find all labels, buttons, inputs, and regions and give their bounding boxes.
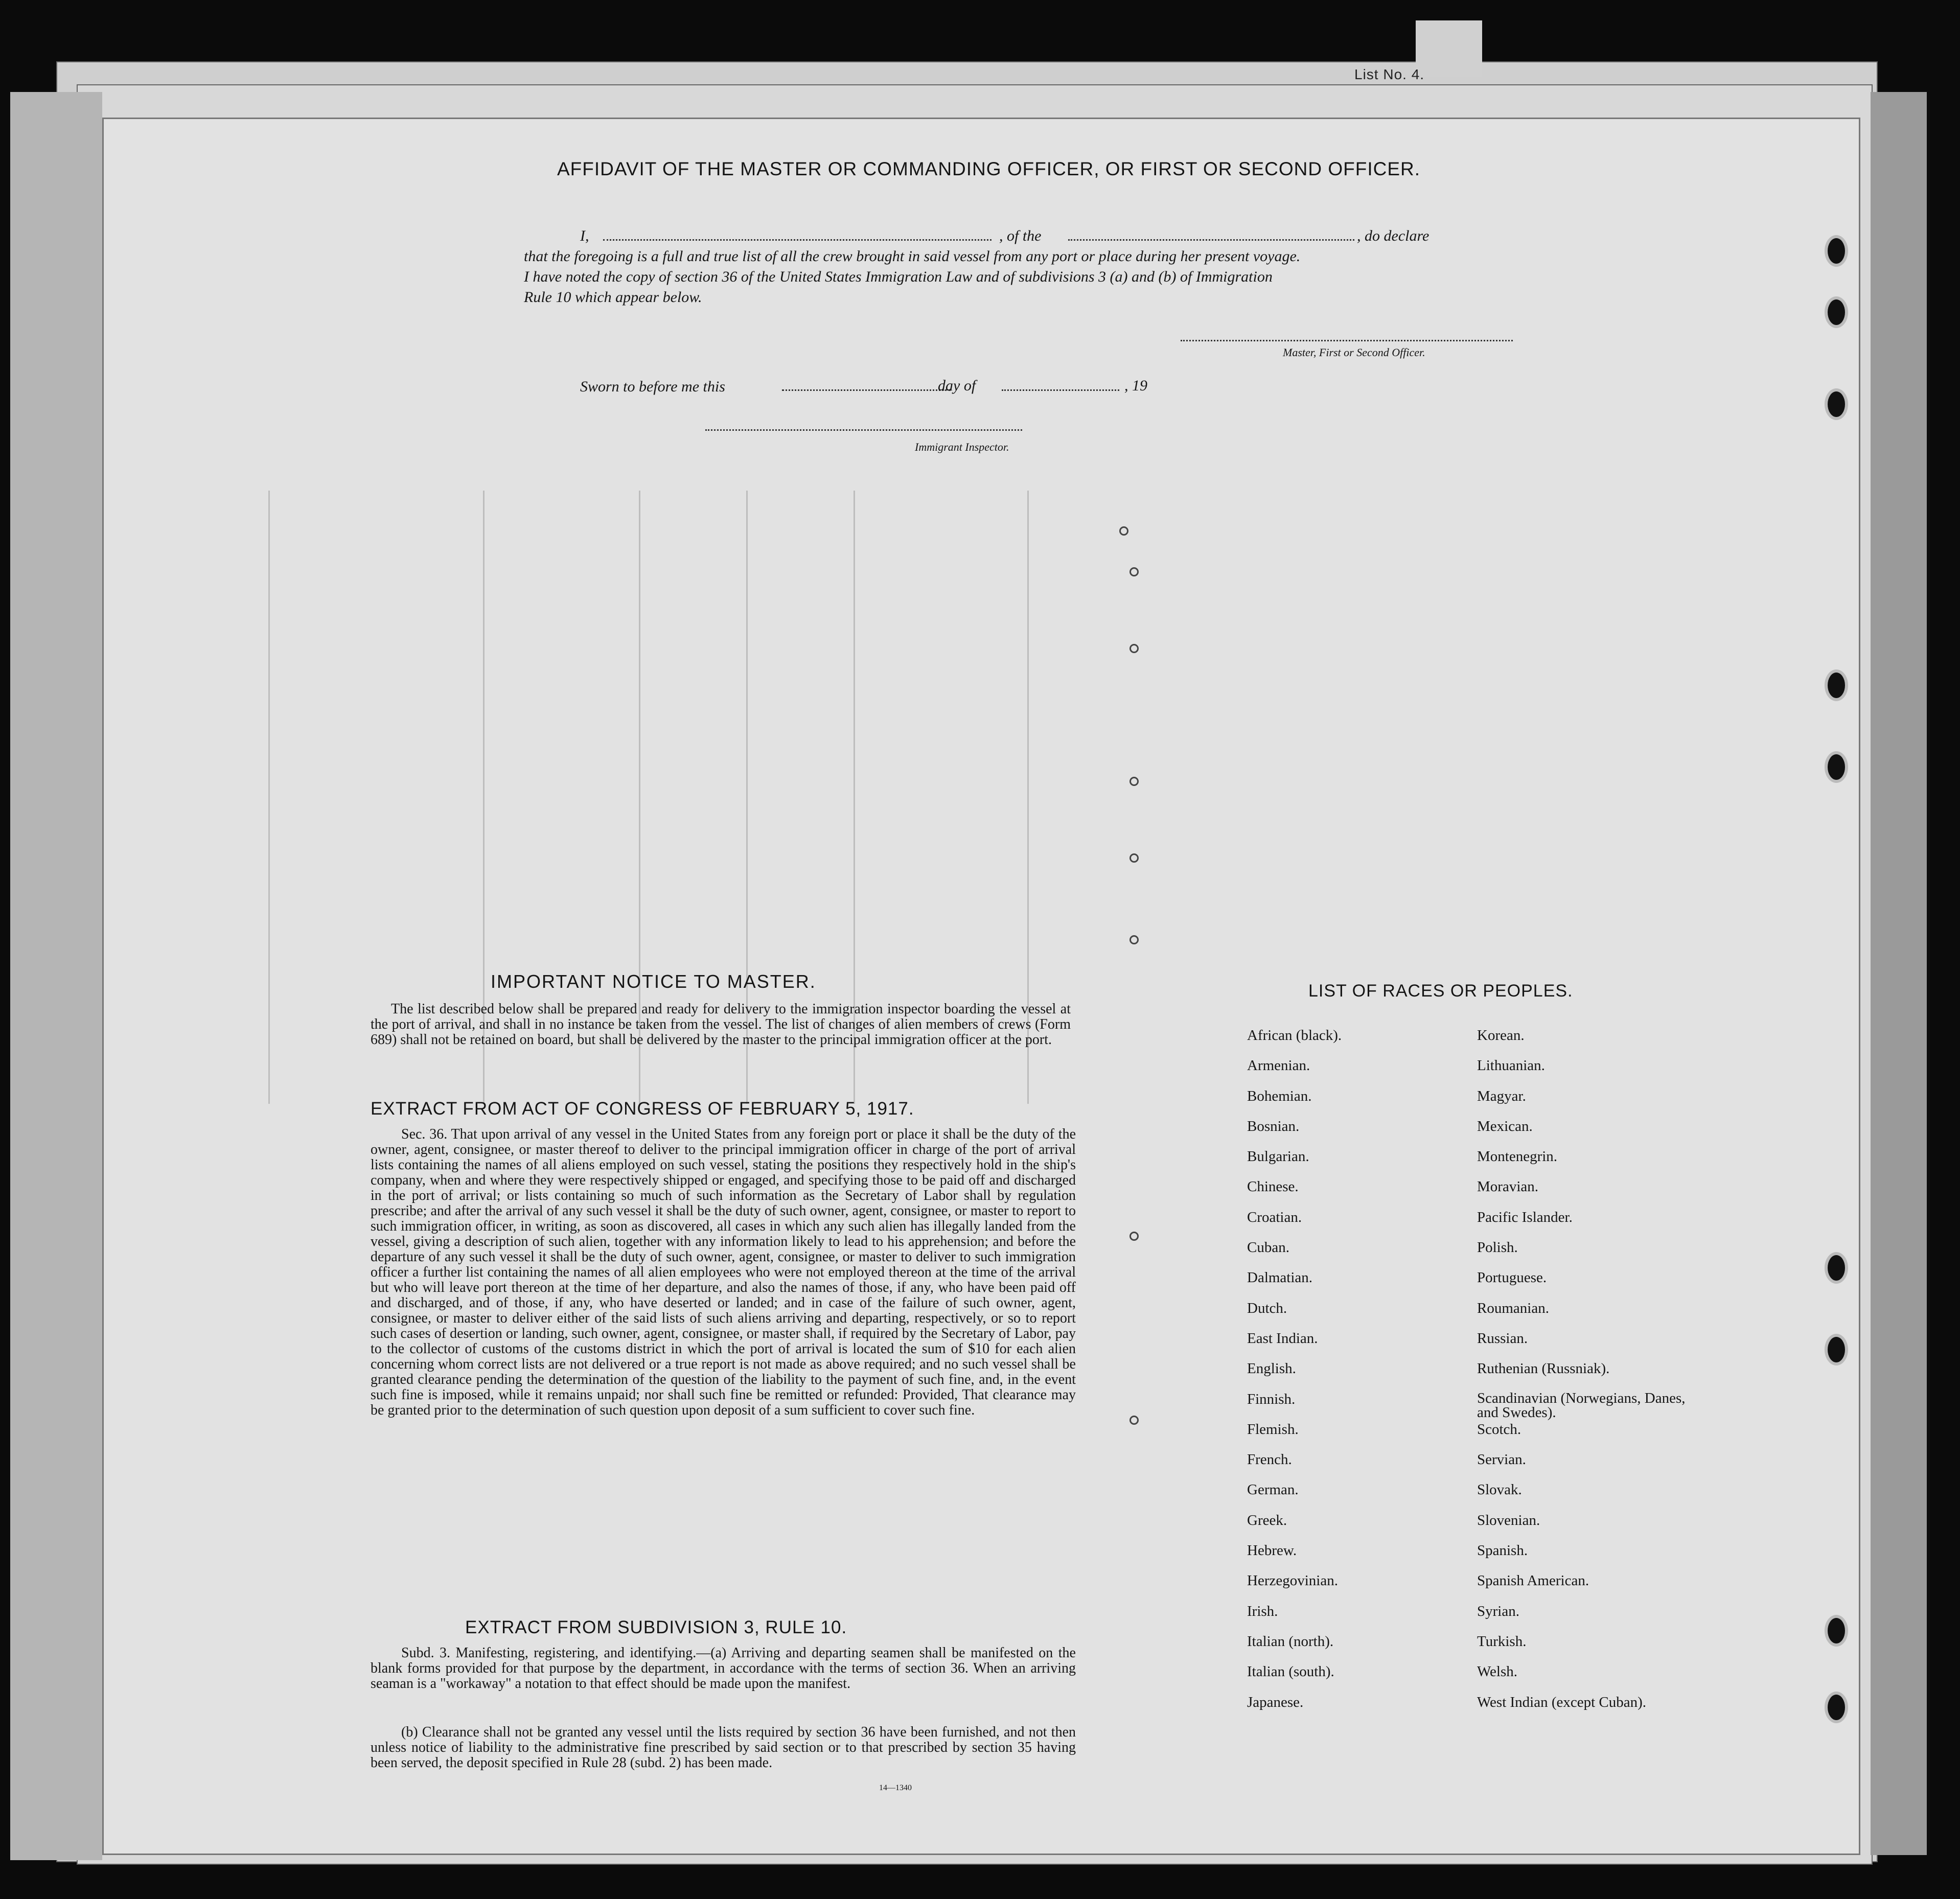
- race-item: Lithuanian.: [1477, 1057, 1545, 1074]
- ghost-mark: [1129, 935, 1139, 944]
- race-item: Italian (north).: [1247, 1633, 1334, 1650]
- race-item: Russian.: [1477, 1330, 1528, 1347]
- vessel-name-blank: [1068, 239, 1354, 241]
- race-item: Montenegrin.: [1477, 1148, 1558, 1165]
- sworn-label: Sworn to before me this: [580, 378, 725, 395]
- affidavit-line-2: that the foregoing is a full and true list of all the crew brought in said vessel from any port or place during her present voyage.: [524, 248, 1301, 265]
- binder-hole: [1825, 751, 1848, 783]
- day-of-label: day of: [938, 377, 976, 394]
- race-item: Bohemian.: [1247, 1087, 1312, 1104]
- notice-text: The list described below shall be prepared and ready for delivery to the immigration inspector boarding the vessel at the port of arrival, and shall in no instance be taken from the vessel. The list of changes of alien members of crews (Form 689) shall not be retained on board, but shall be delivered by the master to the principal immigration officer at the port.: [371, 1001, 1071, 1048]
- race-item: Korean.: [1477, 1027, 1525, 1044]
- binder-hole: [1825, 669, 1848, 701]
- race-item: Servian.: [1477, 1451, 1526, 1468]
- binder-hole: [1825, 1334, 1848, 1365]
- inspector-label: Immigrant Inspector.: [915, 441, 1009, 453]
- extract-act-text: Sec. 36. That upon arrival of any vessel in the United States from any foreign port or place it shall be the duty of the owner, agent, consignee, or master thereof to deliver to the principal immigration officer in charge of the port of arrival lists containing the names of all aliens employed on such vessel, stating the positions they respectively hold in the ship's company, when and where they were respectively shipped or engaged, and specifying those to be paid off and discharged in the port of arrival; or lists containing so much of such information as the Secretary of Labor shall by regulation prescribe; and after the arrival of any such vessel it shall be the duty of such owner, agent, consignee, or master to report to such immigration officer, in writing, as soon as discovered, all cases in which any such alien has illegally landed from the vessel, giving a description of such alien, together with any information likely to lead to his apprehension; and before the departure of any such vessel it shall be the duty of such owner, agent, consignee, or master to deliver to such immigration officer a further list containing the names of all alien employees who were not employed thereon at the time of the arrival but who will leave port thereon at the time of her departure, and also the names of those, if any, who have been paid off and discharged, and of those, if any, who have deserted or landed; and in case of the failure of such owner, agent, consignee, or master to deliver either of the said lists of such aliens arriving and departing, respectively, or so to report such cases of desertion or landing, such owner, agent, consignee, or master shall, if required by the Secretary of Labor, pay to the collector of customs of the customs district in which the port of arrival is located the sum of $10 for each alien concerning whom correct lists are not delivered or a true report is not made as above required; and no such vessel shall be granted clearance pending the determination of the question of the liability to the payment of such fine, and, in the event such fine is imposed, while it remains unpaid; nor shall such fine be remitted or refunded: Provided, That clearance may be granted prior to the determination of such question upon deposit of a sum sufficient to cover such fine.: [371, 1126, 1076, 1418]
- race-item: Japanese.: [1247, 1694, 1304, 1710]
- race-item: Herzegovinian.: [1247, 1572, 1338, 1589]
- races-left-column: [1247, 1027, 1462, 1724]
- race-item: Welsh.: [1477, 1663, 1518, 1680]
- race-item: Cuban.: [1247, 1239, 1289, 1256]
- extract-rule-text-b: (b) Clearance shall not be granted any vessel until the lists required by section 36 have been furnished, and not then unless notice of liability to the administrative fine prescribed by said section or to that prescribed by section 35 having been served, the deposit specified in Rule 28 (subd. 2) has been made.: [371, 1724, 1076, 1771]
- binder-hole: [1825, 1692, 1848, 1723]
- extract-act-heading: EXTRACT FROM ACT OF CONGRESS OF FEBRUARY 5, 1917.: [371, 1099, 914, 1119]
- race-item: French.: [1247, 1451, 1292, 1468]
- declarant-name-blank: [603, 239, 991, 241]
- race-item: Polish.: [1477, 1239, 1518, 1256]
- race-item: Finnish.: [1247, 1391, 1296, 1407]
- race-item: English.: [1247, 1360, 1296, 1377]
- race-item: East Indian.: [1247, 1330, 1318, 1347]
- race-item: German.: [1247, 1481, 1299, 1498]
- inspector-signature-line: [705, 429, 1022, 431]
- affidavit-i-label: I,: [580, 227, 589, 244]
- ghost-mark: [1119, 526, 1128, 536]
- race-item: Turkish.: [1477, 1633, 1527, 1650]
- sworn-year: , 19: [1124, 377, 1147, 394]
- race-item: Syrian.: [1477, 1603, 1519, 1619]
- binder-hole: [1825, 388, 1848, 420]
- master-signature-label: Master, First or Second Officer.: [1283, 346, 1425, 359]
- ghost-mark: [1129, 644, 1139, 653]
- race-item: African (black).: [1247, 1027, 1342, 1044]
- binder-hole: [1825, 235, 1848, 267]
- race-item: Italian (south).: [1247, 1663, 1334, 1680]
- ghost-mark: [1129, 567, 1139, 576]
- ghost-mark: [1129, 1232, 1139, 1241]
- race-item: Roumanian.: [1477, 1300, 1549, 1316]
- affidavit-do-declare: , do declare: [1357, 227, 1429, 244]
- extract-rule-text-a: Subd. 3. Manifesting, registering, and identifying.—(a) Arriving and departing seamen shall be manifested on the blank forms provided for that purpose by the department, in accordance with the terms of section 36. When an arriving seaman is a "workaway" a notation to that effect should be made upon the manifest.: [371, 1645, 1076, 1692]
- race-item: Hebrew.: [1247, 1542, 1297, 1559]
- race-item: Spanish American.: [1477, 1572, 1589, 1589]
- races-right-column: [1477, 1027, 1784, 1724]
- left-sheet-edge: [10, 92, 102, 1860]
- right-sheet-edge: [1871, 92, 1927, 1855]
- race-item: Flemish.: [1247, 1421, 1299, 1438]
- document-page: [102, 118, 1860, 1855]
- races-heading: LIST OF RACES OR PEOPLES.: [1308, 981, 1573, 1001]
- list-number-tab: List No. 4.: [1354, 66, 1425, 82]
- top-tab: [1416, 20, 1482, 77]
- race-item: Armenian.: [1247, 1057, 1310, 1074]
- binder-hole: [1825, 1615, 1848, 1647]
- race-item: Dutch.: [1247, 1300, 1287, 1316]
- master-signature-line: [1181, 340, 1513, 341]
- race-item: Greek.: [1247, 1512, 1287, 1529]
- race-item: Dalmatian.: [1247, 1269, 1313, 1286]
- race-item: Ruthenian (Russniak).: [1477, 1360, 1610, 1377]
- race-item: Portuguese.: [1477, 1269, 1547, 1286]
- sworn-month-blank: [1002, 389, 1119, 391]
- race-item: Bulgarian.: [1247, 1148, 1309, 1165]
- ghost-mark: [1129, 853, 1139, 863]
- race-item: Bosnian.: [1247, 1118, 1300, 1134]
- binder-hole: [1825, 296, 1848, 328]
- ghost-mark: [1129, 777, 1139, 786]
- race-item: Mexican.: [1477, 1118, 1533, 1134]
- race-item: West Indian (except Cuban).: [1477, 1694, 1647, 1710]
- race-item: Chinese.: [1247, 1178, 1299, 1195]
- race-item: Irish.: [1247, 1603, 1278, 1619]
- extract-rule-heading: EXTRACT FROM SUBDIVISION 3, RULE 10.: [465, 1617, 847, 1637]
- affidavit-title: AFFIDAVIT OF THE MASTER OR COMMANDING OFFICER, OR FIRST OR SECOND OFFICER.: [557, 158, 1421, 179]
- race-item: Pacific Islander.: [1477, 1209, 1573, 1225]
- affidavit-line-3: I have noted the copy of section 36 of the United States Immigration Law and of subdivisions 3 (a) and (b) of Immigration: [524, 268, 1273, 285]
- binder-hole: [1825, 1252, 1848, 1284]
- ghost-mark: [1129, 1416, 1139, 1425]
- race-item: Magyar.: [1477, 1087, 1526, 1104]
- sworn-day-blank: [782, 389, 951, 391]
- race-item: Scotch.: [1477, 1421, 1521, 1438]
- race-item: Spanish.: [1477, 1542, 1528, 1559]
- race-item: Croatian.: [1247, 1209, 1302, 1225]
- race-item: Scandinavian (Norwegians, Danes, and Swedes).: [1477, 1389, 1686, 1421]
- race-item: Moravian.: [1477, 1178, 1538, 1195]
- race-item: Slovenian.: [1477, 1512, 1540, 1529]
- form-number: 14—1340: [879, 1784, 912, 1792]
- notice-heading: IMPORTANT NOTICE TO MASTER.: [491, 971, 816, 992]
- race-item: Slovak.: [1477, 1481, 1522, 1498]
- affidavit-line-4: Rule 10 which appear below.: [524, 289, 702, 306]
- affidavit-of-the: , of the: [999, 227, 1042, 244]
